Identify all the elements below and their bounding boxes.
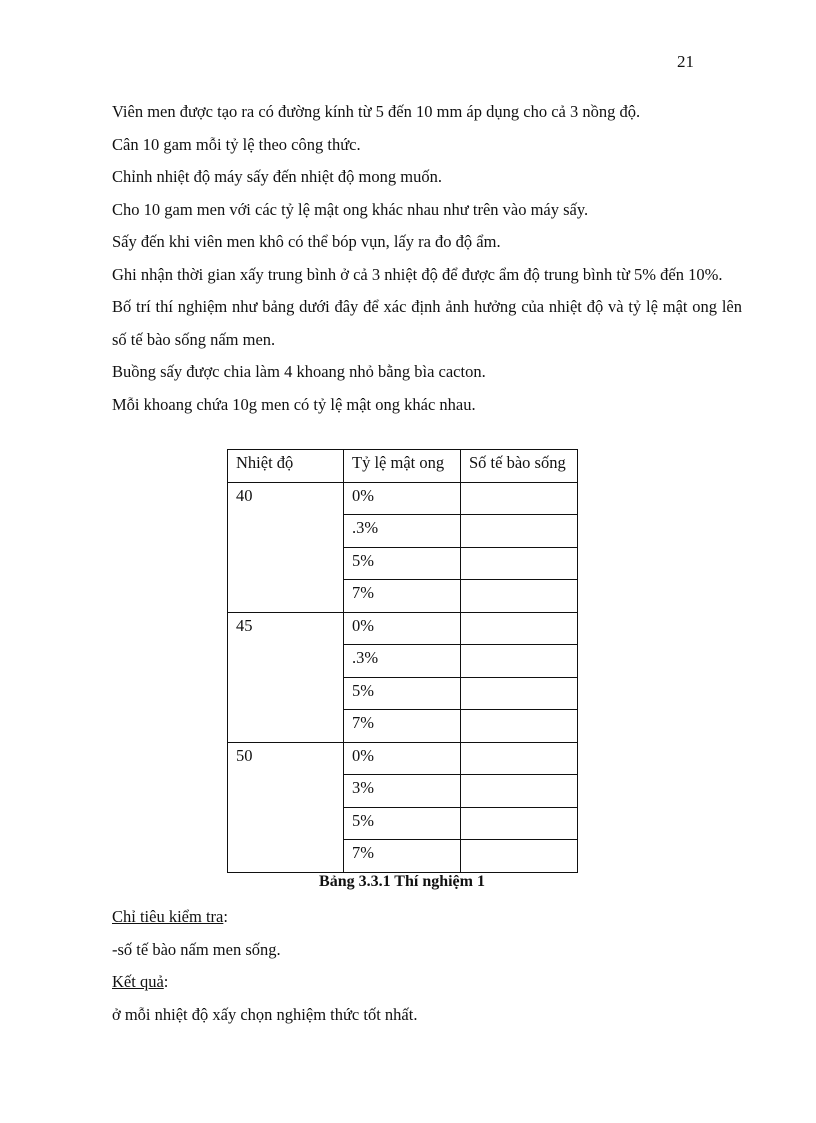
paragraph: Mỗi khoang chứa 10g men có tỷ lệ mật ong khác nhau. (112, 394, 476, 414)
header-honey-ratio: Tỷ lệ mật ong (344, 450, 461, 483)
live-cells-cell (461, 612, 578, 645)
after-table-section (112, 901, 742, 1031)
live-cells-cell (461, 645, 578, 678)
ratio-cell: 7% (344, 580, 461, 613)
paragraph: Viên men được tạo ra có đường kính từ 5 đến 10 mm áp dụng cho cả 3 nồng độ. (112, 102, 641, 121)
ratio-cell: .3% (344, 515, 461, 548)
paragraph: Sấy đến khi viên men khô có thể bóp vụn, lấy ra đo độ ẩm. (112, 232, 501, 251)
paragraph: Chỉnh nhiệt độ máy sấy đến nhiệt độ mong muốn. (112, 167, 442, 186)
experiment-table-wrapper (227, 449, 578, 873)
live-cells-cell (461, 840, 578, 873)
temperature-cell: 45 (228, 612, 344, 742)
live-cells-cell (461, 742, 578, 775)
ratio-cell: 5% (344, 807, 461, 840)
ratio-cell: 0% (344, 612, 461, 645)
temperature-cell: 50 (228, 742, 344, 872)
table-row (228, 482, 578, 515)
live-cells-cell (461, 677, 578, 710)
criteria-line (112, 901, 742, 934)
live-cells-cell (461, 775, 578, 808)
live-cells-cell (461, 580, 578, 613)
header-live-cells: Số tế bào sống (461, 450, 578, 483)
criteria-heading: Chỉ tiêu kiểm tra (112, 907, 224, 926)
ratio-cell: 0% (344, 742, 461, 775)
paragraph: Ghi nhận thời gian xấy trung bình ở cả 3 nhiệt độ để được ẩm độ trung bình từ 5% đến 10%. (112, 264, 723, 284)
live-cells-cell (461, 547, 578, 580)
ratio-cell: 5% (344, 547, 461, 580)
ratio-cell: 0% (344, 482, 461, 515)
temperature-cell: 40 (228, 482, 344, 612)
paragraph: Cân 10 gam mỗi tỷ lệ theo công thức. (112, 134, 361, 154)
ratio-cell: 7% (344, 710, 461, 743)
ratio-cell: 3% (344, 775, 461, 808)
table-row (228, 742, 578, 775)
live-cells-cell (461, 515, 578, 548)
table-caption: Bảng 3.3.1 Thí nghiệm 1 (319, 873, 485, 890)
result-line (112, 966, 742, 999)
result-colon: : (163, 972, 169, 991)
ratio-cell: 5% (344, 677, 461, 710)
table-row (228, 612, 578, 645)
paragraph: Bố trí thí nghiệm như bảng dưới đây để xác định ảnh hưởng của nhiệt độ và tỷ lệ mật ong lên số tế bào sống nấm men. (112, 297, 742, 349)
live-cells-cell (461, 482, 578, 515)
paragraph: Cho 10 gam men với các tỷ lệ mật ong khác nhau như trên vào máy sấy. (112, 199, 589, 219)
live-cells-cell (461, 807, 578, 840)
live-cells-cell (461, 710, 578, 743)
table-header-row (228, 450, 578, 483)
result-heading: Kết quả (112, 972, 164, 991)
header-temperature: Nhiệt độ (228, 450, 344, 483)
ratio-cell: 7% (344, 840, 461, 873)
body-paragraphs (112, 96, 742, 421)
criteria-colon: : (223, 907, 228, 926)
result-text: ở mỗi nhiệt độ xấy chọn nghiệm thức tốt nhất. (112, 1004, 418, 1024)
page-number: 21 (677, 52, 694, 71)
ratio-cell: .3% (344, 645, 461, 678)
criteria-item: -số tế bào nấm men sống. (112, 939, 281, 959)
paragraph: Buồng sấy được chia làm 4 khoang nhỏ bằng bìa cacton. (112, 362, 486, 381)
experiment-table (227, 449, 578, 873)
